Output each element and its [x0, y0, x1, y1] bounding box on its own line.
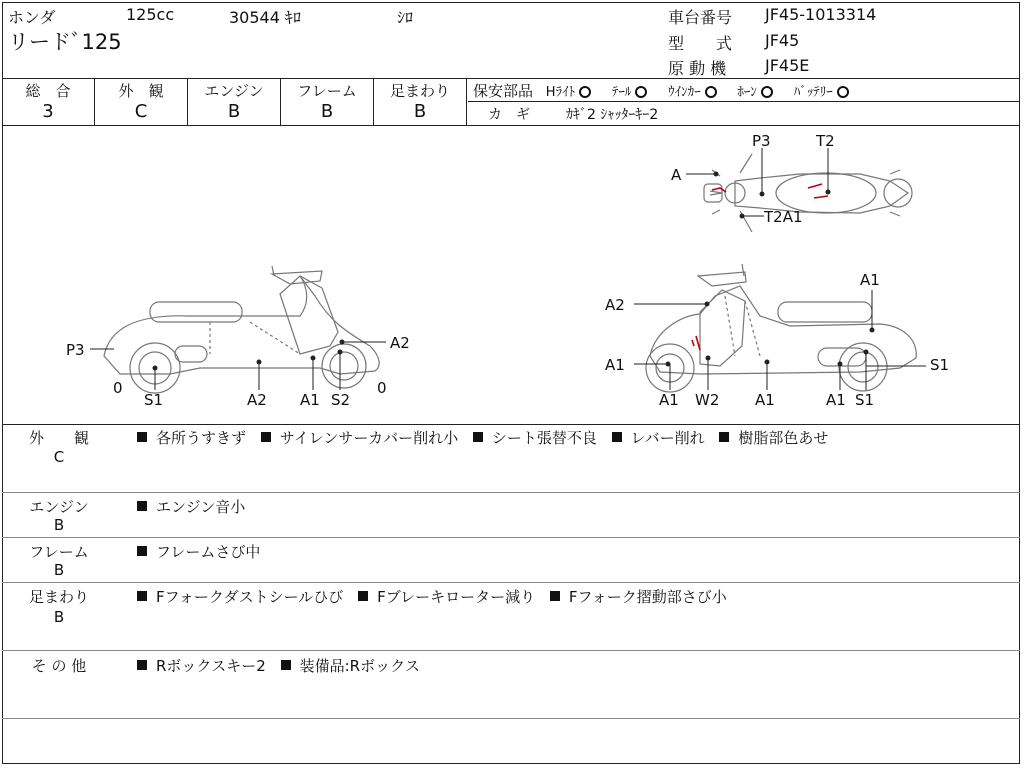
lv-label-a2b: A2 — [247, 391, 267, 409]
rv-label-w2: W2 — [695, 391, 720, 409]
engine-value: JF45E — [765, 56, 810, 75]
rv-label-a1-a: A1 — [659, 391, 679, 409]
type-label: 型 式 — [668, 34, 733, 53]
rv-label-s1-right: S1 — [930, 356, 950, 374]
key-label: カ ギ — [488, 107, 530, 123]
rv-label-a1-b: A1 — [755, 391, 775, 409]
lv-label-s1: S1 — [144, 391, 164, 409]
tv-label-p3: P3 — [752, 132, 771, 150]
ok-circle-icon — [579, 86, 591, 98]
mileage: 30544 ｷﾛ — [229, 8, 301, 27]
rv-label-a2: A2 — [605, 296, 625, 314]
color: ｼﾛ — [397, 8, 414, 27]
maker: ホンダ — [8, 8, 56, 27]
rv-label-a1-left: A1 — [605, 356, 625, 374]
type-value: JF45 — [765, 31, 800, 50]
lv-label-a2: A2 — [390, 334, 410, 352]
ok-circle-icon — [837, 86, 849, 98]
scooter-left-view — [104, 266, 379, 393]
tv-label-a: A — [671, 166, 682, 184]
tv-label-t2: T2 — [816, 132, 835, 150]
rv-label-a1-c: A1 — [826, 391, 846, 409]
lv-label-0-right: 0 — [377, 379, 387, 397]
ok-circle-icon — [761, 86, 773, 98]
safety-battery: ﾊﾞｯﾃﾘｰ — [794, 85, 849, 100]
lv-label-s2: S2 — [331, 391, 351, 409]
safety-label: 保安部品 — [473, 82, 534, 100]
scooter-top-view — [704, 154, 912, 232]
damage-diagram — [0, 126, 1024, 424]
displacement: 125cc — [126, 5, 175, 24]
ok-circle-icon — [635, 86, 647, 98]
ok-circle-icon — [705, 86, 717, 98]
model-name: リードﾞ125 — [8, 30, 122, 54]
rv-label-s1-bottom: S1 — [855, 391, 875, 409]
key-value: ｶｷﾞ2 ｼｬｯﾀｰｷｰ2 — [566, 107, 659, 123]
rv-label-a1-top: A1 — [860, 271, 880, 289]
frame-no: JF45-1013314 — [765, 5, 877, 24]
safety-tail: ﾃｰﾙ — [612, 85, 648, 100]
safety-winker: ｳｲﾝｶｰ — [668, 85, 717, 100]
frame-no-label: 車台番号 — [668, 8, 733, 27]
engine-label: 原 動 機 — [668, 59, 727, 78]
lv-label-0-left: 0 — [113, 379, 123, 397]
lv-label-p3: P3 — [66, 341, 85, 359]
safety-row — [473, 80, 849, 101]
safety-headlight: Hﾗｲﾄ — [546, 85, 591, 100]
tv-label-t2a1: T2A1 — [764, 208, 803, 226]
safety-horn: ﾎｰﾝ — [737, 85, 773, 100]
lv-label-a1: A1 — [300, 391, 320, 409]
